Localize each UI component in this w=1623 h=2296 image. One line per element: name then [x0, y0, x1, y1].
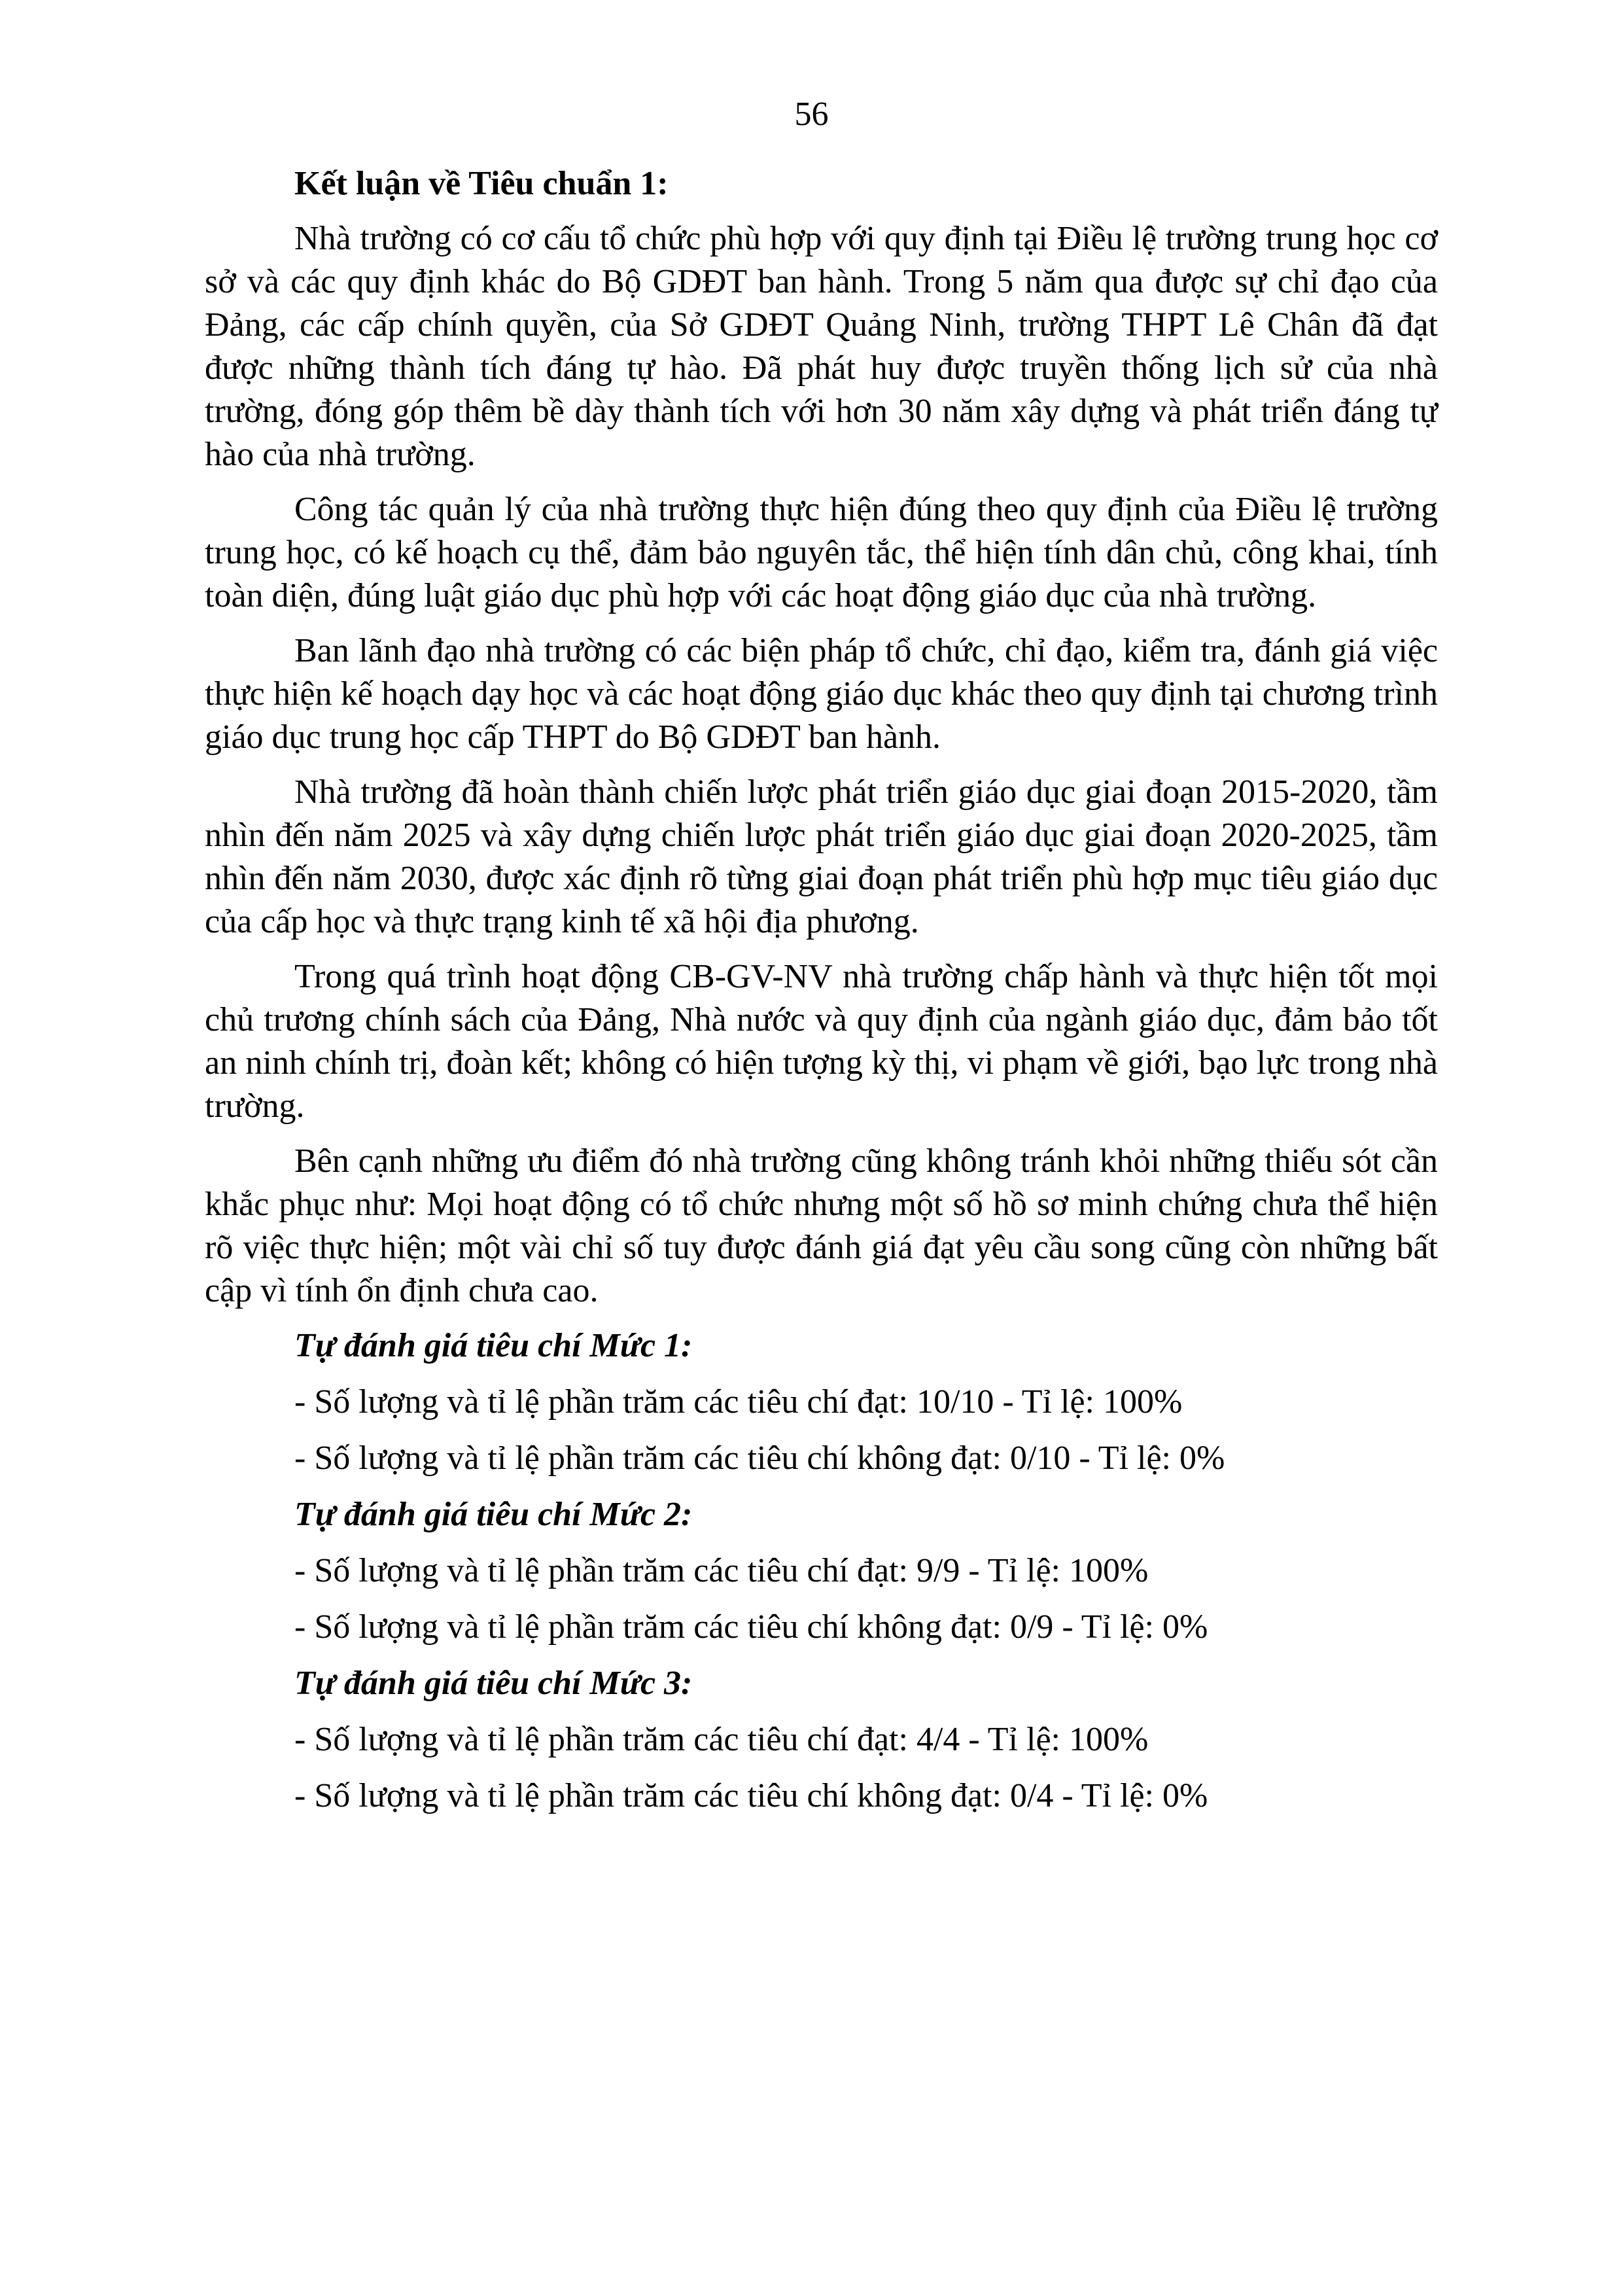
- level-2-heading: Tự đánh giá tiêu chí Mức 2:: [294, 1496, 693, 1533]
- level-2-not-achieved: - Số lượng và tỉ lệ phần trăm các tiêu chí không đạt: 0/9 - Tỉ lệ: 0%: [294, 1608, 1208, 1646]
- paragraph: Trong quá trình hoạt động CB-GV-NV nhà trường chấp hành và thực hiện tốt mọi chủ trương chính sách của Đảng, Nhà nước và quy định của ngành giáo dục, đảm bảo tốt an ninh chính trị, đoàn kết; không có hiện tượng kỳ thị, vi phạm về giới, bạo lực trong nhà trường.: [205, 958, 1438, 1125]
- level-1-not-achieved: - Số lượng và tỉ lệ phần trăm các tiêu chí không đạt: 0/10 - Tỉ lệ: 0%: [294, 1439, 1225, 1477]
- section-heading: Kết luận về Tiêu chuẩn 1:: [294, 165, 669, 202]
- level-3-achieved: - Số lượng và tỉ lệ phần trăm các tiêu chí đạt: 4/4 - Tỉ lệ: 100%: [294, 1721, 1149, 1758]
- level-1-achieved: - Số lượng và tỉ lệ phần trăm các tiêu chí đạt: 10/10 - Tỉ lệ: 100%: [294, 1383, 1183, 1421]
- level-2-achieved: - Số lượng và tỉ lệ phần trăm các tiêu chí đạt: 9/9 - Tỉ lệ: 100%: [294, 1552, 1149, 1589]
- page-number: 56: [794, 96, 829, 133]
- level-3-not-achieved: - Số lượng và tỉ lệ phần trăm các tiêu chí không đạt: 0/4 - Tỉ lệ: 0%: [294, 1777, 1208, 1814]
- paragraph: Ban lãnh đạo nhà trường có các biện pháp tổ chức, chỉ đạo, kiểm tra, đánh giá việc thực hiện kế hoạch dạy học và các hoạt động giáo dục khác theo quy định tại chương trình giáo dục trung học cấp THPT do Bộ GDĐT ban hành.: [205, 632, 1438, 756]
- page-content: [205, 162, 1438, 1831]
- level-3-heading: Tự đánh giá tiêu chí Mức 3:: [294, 1665, 693, 1702]
- level-1-heading: Tự đánh giá tiêu chí Mức 1:: [294, 1327, 693, 1364]
- paragraph: Nhà trường có cơ cấu tổ chức phù hợp với quy định tại Điều lệ trường trung học cơ sở và các quy định khác do Bộ GDĐT ban hành. Trong 5 năm qua được sự chỉ đạo của Đảng, các cấp chính quyền, của Sở GDĐT Quảng Ninh, trường THPT Lê Chân đã đạt được những thành tích đáng tự hào. Đã phát huy được truyền thống lịch sử của nhà trường, đóng góp thêm bề dày thành tích với hơn 30 năm xây dựng và phát triển đáng tự hào của nhà trường.: [205, 220, 1438, 473]
- paragraph: Công tác quản lý của nhà trường thực hiện đúng theo quy định của Điều lệ trường trung học, có kế hoạch cụ thể, đảm bảo nguyên tắc, thể hiện tính dân chủ, công khai, tính toàn diện, đúng luật giáo dục phù hợp với các hoạt động giáo dục của nhà trường.: [205, 491, 1438, 614]
- paragraph: Bên cạnh những ưu điểm đó nhà trường cũng không tránh khỏi những thiếu sót cần khắc phục như: Mọi hoạt động có tổ chức nhưng một số hồ sơ minh chứng chưa thể hiện rõ việc thực hiện; một vài chỉ số tuy được đánh giá đạt yêu cầu song cũng còn những bất cập vì tính ổn định chưa cao.: [205, 1142, 1438, 1309]
- paragraph: Nhà trường đã hoàn thành chiến lược phát triển giáo dục giai đoạn 2015-2020, tầm nhìn đến năm 2025 và xây dựng chiến lược phát triển giáo dục giai đoạn 2020-2025, tầm nhìn đến năm 2030, được xác định rõ từng giai đoạn phát triển phù hợp mục tiêu giáo dục của cấp học và thực trạng kinh tế xã hội địa phương.: [205, 773, 1438, 940]
